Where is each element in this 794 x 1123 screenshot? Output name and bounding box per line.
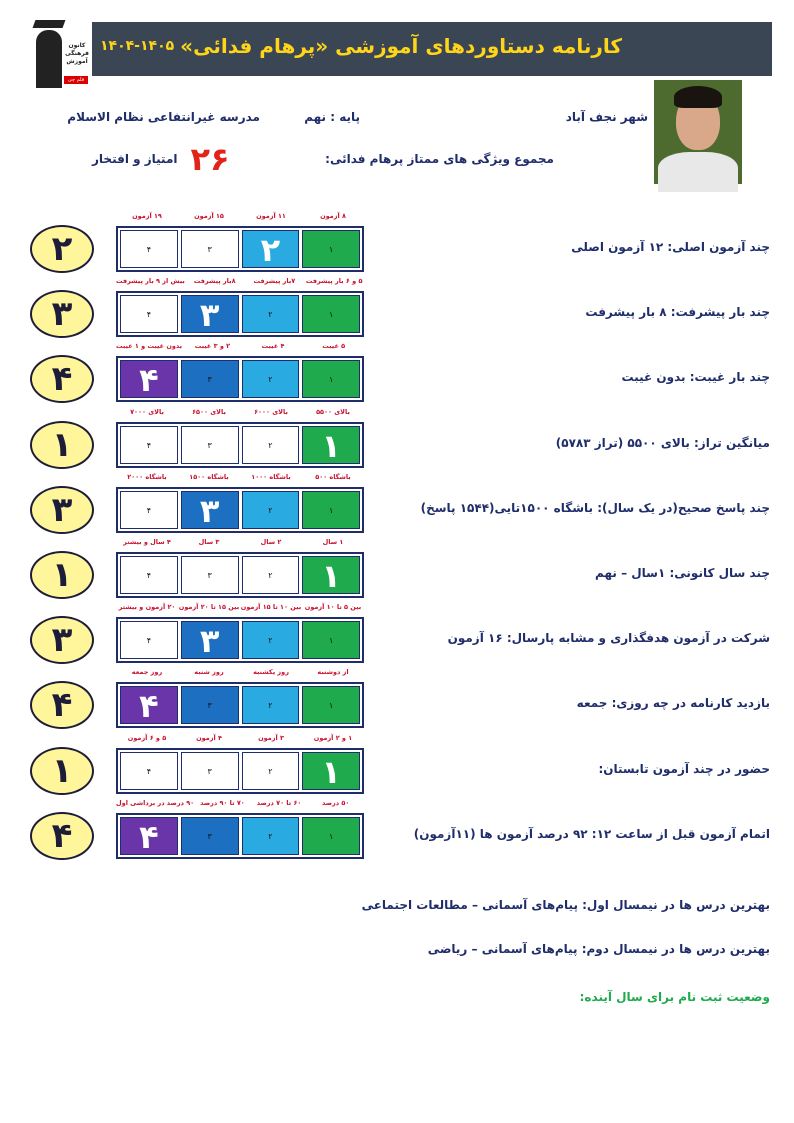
level-caption: ۳ آزمون	[258, 734, 284, 742]
level-cell: ۲	[242, 556, 300, 594]
level-caption: ۴ سال و بیشتر	[123, 538, 171, 546]
registration-status: وضعیت ثبت نام برای سال آینده:	[579, 990, 770, 1004]
criterion-label: اتمام آزمون قبل از ساعت ۱۲: ۹۲ درصد آزمون ها (۱۱آزمون)	[413, 827, 770, 841]
level-cell: ۳	[181, 556, 239, 594]
logo-text: کانون فرهنگی آموزش	[65, 42, 89, 65]
level-blocks	[116, 226, 364, 272]
row-captions	[116, 538, 364, 546]
report-years: ۱۴۰۴-۱۴۰۵	[100, 38, 175, 54]
level-cell: ۱	[302, 230, 360, 268]
criterion-label: حضور در چند آزمون تابستان:	[598, 762, 770, 776]
level-caption: روز جمعه	[131, 668, 163, 676]
row-score-badge: ۱	[30, 747, 94, 795]
level-caption: ۶۰ تا ۷۰ درصد	[256, 799, 302, 807]
level-cell: ۲	[242, 621, 300, 659]
level-cell: ۳	[181, 491, 239, 529]
student-photo	[654, 80, 742, 184]
level-cell: ۳	[181, 686, 239, 724]
level-cell: ۱	[302, 686, 360, 724]
criterion-label: چند پاسخ صحیح(در یک سال): باشگاه ۱۵۰۰تایی(۱۵۴۴ پاسخ)	[420, 501, 770, 515]
level-caption: ۸بار پیشرفت	[193, 277, 236, 285]
level-caption: بالای ۶۵۰۰	[192, 408, 226, 416]
city-label: شهر نجف آباد	[565, 110, 648, 124]
level-cell: ۴	[120, 817, 178, 855]
level-blocks	[116, 682, 364, 728]
level-cell: ۲	[242, 295, 300, 333]
level-caption: ۳ سال	[198, 538, 220, 546]
level-cell: ۱	[302, 556, 360, 594]
level-cell: ۱	[302, 491, 360, 529]
row-captions	[116, 342, 364, 350]
level-cell: ۴	[120, 426, 178, 464]
row-captions	[116, 799, 364, 807]
graduation-cap-icon	[33, 20, 66, 28]
level-caption: بالای ۷۰۰۰	[130, 408, 164, 416]
criterion-label: بازدید کارنامه در چه روزی: جمعه	[576, 696, 770, 710]
level-caption: ۱۱ آزمون	[256, 212, 286, 220]
level-blocks	[116, 291, 364, 337]
level-caption: بیش از ۹ بار پیشرفت	[116, 277, 185, 285]
level-cell: ۴	[120, 621, 178, 659]
level-caption: بین ۱۵ تا ۲۰ آزمون	[178, 603, 240, 611]
row-score-badge: ۱	[30, 421, 94, 469]
level-caption: ۹۰ درصد در برداشی اول	[116, 799, 195, 807]
level-blocks	[116, 748, 364, 794]
level-caption: ۵۰ درصد	[322, 799, 350, 807]
kanoon-logo	[28, 20, 88, 90]
level-caption: ۷۰ تا ۹۰ درصد	[200, 799, 245, 807]
row-captions	[116, 473, 364, 481]
level-caption: بین ۱۰ تا ۱۵ آزمون	[240, 603, 302, 611]
level-cell: ۴	[120, 295, 178, 333]
row-score-badge: ۴	[30, 355, 94, 403]
level-blocks	[116, 487, 364, 533]
school-label: مدرسه غیرانتفاعی نظام الاسلام	[67, 110, 260, 124]
level-cell: ۲	[242, 686, 300, 724]
level-caption: ۲ سال	[260, 538, 282, 546]
level-caption: روز شنبه	[194, 668, 224, 676]
level-cell: ۴	[120, 491, 178, 529]
level-cell: ۳	[181, 230, 239, 268]
level-caption: ۸ آزمون	[320, 212, 346, 220]
level-cell: ۲	[242, 360, 300, 398]
level-blocks	[116, 422, 364, 468]
level-cell: ۳	[181, 817, 239, 855]
logo-tag: قلم چی	[64, 76, 88, 84]
report-title: کارنامه دستاوردهای آموزشی «پرهام فدائی»	[180, 34, 622, 58]
level-cell: ۳	[181, 621, 239, 659]
level-cell: ۱	[302, 360, 360, 398]
level-cell: ۱	[302, 752, 360, 790]
row-score-badge: ۴	[30, 812, 94, 860]
row-score-badge: ۳	[30, 290, 94, 338]
level-cell: ۳	[181, 752, 239, 790]
grade-label: پایه : نهم	[304, 110, 360, 124]
row-captions	[116, 212, 364, 220]
criterion-label: میانگین تراز: بالای ۵۵۰۰ (تراز ۵۷۸۳)	[555, 436, 770, 450]
level-caption: بین ۵ تا ۱۰ آزمون	[304, 603, 362, 611]
level-cell: ۲	[242, 752, 300, 790]
level-caption: ۱۹ آزمون	[132, 212, 162, 220]
level-caption: ۲ و ۳ غیبت	[194, 342, 231, 350]
level-cell: ۴	[120, 230, 178, 268]
graduate-figure-icon	[36, 30, 62, 88]
level-caption: بدون غیبت و ۱ غیبت	[116, 342, 183, 350]
level-caption: ۷بار پیشرفت	[253, 277, 296, 285]
row-captions	[116, 408, 364, 416]
level-cell: ۲	[242, 491, 300, 529]
level-cell: ۲	[242, 230, 300, 268]
level-cell: ۱	[302, 621, 360, 659]
level-caption: ۲۰ آزمون و بیشتر	[118, 603, 176, 611]
row-score-badge: ۱	[30, 551, 94, 599]
level-cell: ۳	[181, 360, 239, 398]
level-caption: باشگاه ۱۰۰۰	[251, 473, 291, 481]
level-cell: ۱	[302, 426, 360, 464]
level-blocks	[116, 617, 364, 663]
row-captions	[116, 277, 364, 285]
best-subjects-first-term: بهترین درس ها در نیمسال اول: پیام‌های آسمانی – مطالعات اجتماعی	[361, 898, 770, 912]
row-score-badge: ۴	[30, 681, 94, 729]
row-captions	[116, 734, 364, 742]
criterion-label: چند سال کانونی: ۱سال – نهم	[595, 566, 770, 580]
level-caption: ۵ غیبت	[322, 342, 346, 350]
level-caption: ۵ و ۶ بار پیشرفت	[305, 277, 363, 285]
level-caption: ۵ و ۶ آزمون	[127, 734, 167, 742]
report-header	[92, 22, 772, 76]
criterion-label: چند آزمون اصلی: ۱۲ آزمون اصلی	[571, 240, 770, 254]
level-caption: روز یکشنبه	[253, 668, 289, 676]
level-caption: بالای ۵۵۰۰	[316, 408, 350, 416]
level-cell: ۱	[302, 817, 360, 855]
summary-score: ۲۶	[190, 140, 230, 178]
level-cell: ۴	[120, 686, 178, 724]
row-captions	[116, 603, 364, 611]
level-cell: ۴	[120, 556, 178, 594]
row-score-badge: ۲	[30, 225, 94, 273]
level-cell: ۲	[242, 426, 300, 464]
level-blocks	[116, 356, 364, 402]
level-caption: ۱ سال	[322, 538, 344, 546]
level-caption: باشگاه ۱۵۰۰	[189, 473, 229, 481]
level-cell: ۳	[181, 295, 239, 333]
criterion-label: شرکت در آزمون هدفگذاری و مشابه پارسال: ۱۶ آزمون	[447, 631, 770, 645]
level-caption: بالای ۶۰۰۰	[254, 408, 288, 416]
level-caption: ۴ غیبت	[261, 342, 285, 350]
level-cell: ۱	[302, 295, 360, 333]
criterion-label: چند بار پیشرفت: ۸ بار پیشرفت	[585, 305, 770, 319]
summary-suffix: امتیاز و افتخار	[92, 152, 178, 166]
best-subjects-second-term: بهترین درس ها در نیمسال دوم: پیام‌های آسمانی – ریاضی	[427, 942, 770, 956]
summary-label: مجموع ویژگی های ممتاز پرهام فدائی:	[325, 152, 554, 166]
level-cell: ۳	[181, 426, 239, 464]
level-caption: باشگاه ۵۰۰	[315, 473, 351, 481]
level-cell: ۲	[242, 817, 300, 855]
row-score-badge: ۳	[30, 616, 94, 664]
criterion-label: چند بار غیبت: بدون غیبت	[621, 370, 770, 384]
level-cell: ۴	[120, 752, 178, 790]
level-blocks	[116, 813, 364, 859]
level-caption: ۴ آزمون	[196, 734, 222, 742]
level-caption: از دوشنبه	[317, 668, 349, 676]
row-score-badge: ۳	[30, 486, 94, 534]
level-caption: ۱ و ۲ آزمون	[313, 734, 353, 742]
level-cell: ۴	[120, 360, 178, 398]
level-blocks	[116, 552, 364, 598]
level-caption: باشگاه ۲۰۰۰	[127, 473, 167, 481]
level-caption: ۱۵ آزمون	[194, 212, 224, 220]
row-captions	[116, 668, 364, 676]
